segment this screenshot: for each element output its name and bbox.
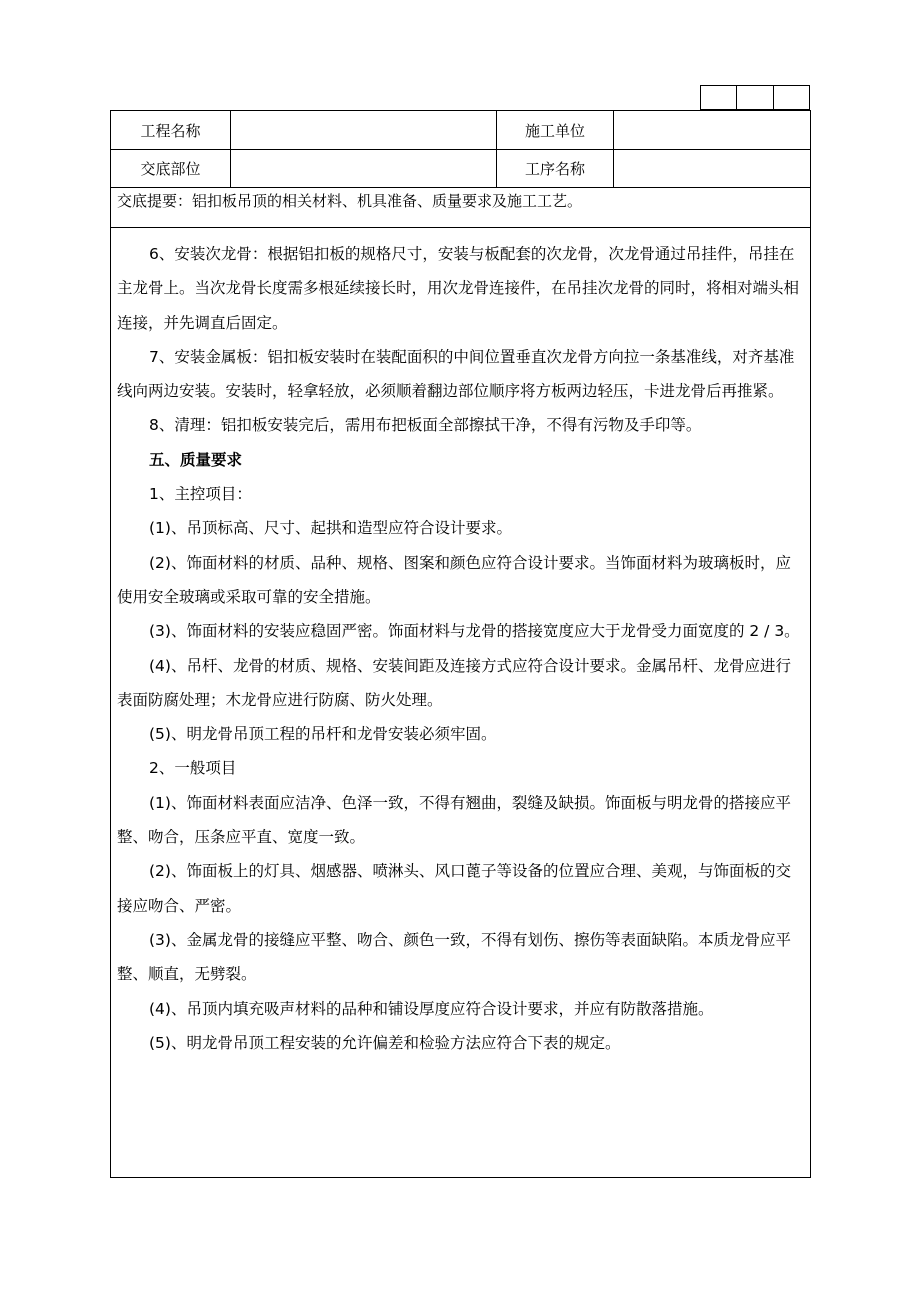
project-name-value [231,111,497,149]
corner-box [737,86,773,109]
section-5-heading: 五、质量要求 [149,450,243,469]
construction-unit-label: 施工单位 [497,111,614,149]
general-item-2: (2)、饰面板上的灯具、烟感器、喷淋头、风口蓖子等设备的位置应合理、美观，与饰面板的交接应吻合、严密。 [117,862,791,915]
general-item-1: (1)、饰面材料表面应洁净、色泽一致，不得有翘曲，裂缝及缺损。饰面板与明龙骨的搭接应平整、吻合，压条应平直、宽度一致。 [117,793,791,847]
process-value [614,149,810,187]
part-value [231,149,497,187]
header-row-2 [111,149,810,188]
main-item-1: (1)、吊顶标高、尺寸、起拱和造型应符合设计要求。 [149,519,512,538]
step-6-paragraph: 6、安装次龙骨：根据铝扣板的规格尺寸，安装与板配套的次龙骨，次龙骨通过吊挂件，吊挂在主龙骨上。当次龙骨长度需多根延续接长时，用次龙骨连接件，在吊挂次龙骨的同时，将相对端头相连接，并先调直后固定。 [117,245,800,332]
general-item-4: (4)、吊顶内填充吸声材料的品种和铺设厚度应符合设计要求，并应有防散落措施。 [149,999,714,1018]
disclosure-form [110,110,811,1178]
corner-box [701,86,737,109]
general-items-heading: 2、一般项目 [149,759,237,778]
process-label: 工序名称 [497,149,614,187]
main-item-3: (3)、饰面材料的安装应稳固严密。饰面材料与龙骨的搭接宽度应大于龙骨受力面宽度的 2 / 3。 [149,622,800,641]
construction-unit-value [614,111,810,149]
main-item-4: (4)、吊杆、龙骨的材质、规格、安装间距及连接方式应符合设计要求。金属吊杆、龙骨应进行表面防腐处理；木龙骨应进行防腐、防火处理。 [117,656,791,709]
step-8-paragraph: 8、清理：铝扣板安装完后，需用布把板面全部擦拭干净，不得有污物及手印等。 [149,416,702,435]
corner-number-boxes [700,85,810,110]
main-item-5: (5)、明龙骨吊顶工程的吊杆和龙骨安装必须牢固。 [149,725,497,744]
disclosure-content [117,237,805,1060]
part-label: 交底部位 [111,149,231,187]
general-item-3: (3)、金属龙骨的接缝应平整、吻合、颜色一致，不得有划伤、擦伤等表面缺陷。本质龙骨应平整、顺直，无劈裂。 [117,930,791,984]
main-items-heading: 1、主控项目： [149,485,252,504]
general-item-5: (5)、明龙骨吊顶工程安装的允许偏差和检验方法应符合下表的规定。 [149,1033,621,1052]
step-7-paragraph: 7、安装金属板：铝扣板安装时在装配面积的中间位置垂直次龙骨方向拉一条基准线，对齐基准线向两边安装。安装时，轻拿轻放，必须顺着翻边部位顺序将方板两边轻压，卡进龙骨后再推紧。 [117,347,795,401]
project-name-label: 工程名称 [111,111,231,149]
header-row-1 [111,111,810,150]
disclosure-summary: 交底提要：铝扣板吊顶的相关材料、机具准备、质量要求及施工工艺。 [111,188,810,228]
main-item-2: (2)、饰面材料的材质、品种、规格、图案和颜色应符合设计要求。当饰面材料为玻璃板时，应使用安全玻璃或采取可靠的安全措施。 [117,553,791,606]
corner-box [774,86,809,109]
